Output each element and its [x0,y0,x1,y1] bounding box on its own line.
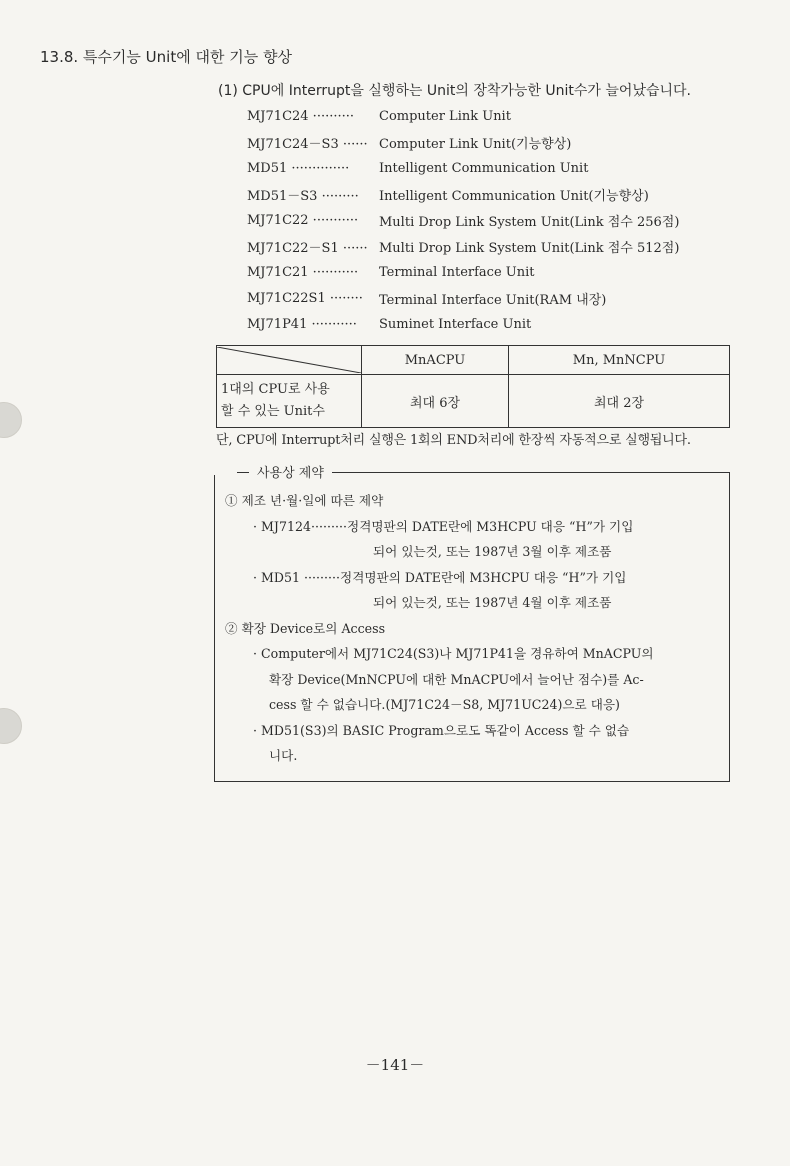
unit-model: MJ71C24－S3 ······ [247,137,368,153]
unit-description: Intelligent Communication Unit [379,161,589,177]
unit-description: Intelligent Communication Unit(기능향상) [379,189,649,205]
unit-model: MJ71C22－S1 ······ [247,240,368,256]
restriction-line: 되어 있는것, 또는 1987년 4월 이후 제조품 [373,595,612,611]
unit-description: Terminal Interface Unit(RAM 내장) [379,292,607,308]
restriction-line: 되어 있는것, 또는 1987년 3월 이후 제조품 [373,544,612,560]
unit-model: MD51－S3 ········· [247,189,359,205]
unit-list-item [247,182,679,208]
unit-description: Terminal Interface Unit [379,264,535,280]
unit-model: MJ71P41 ··········· [247,316,357,332]
unit-model: MD51 ·············· [247,161,350,177]
item-1-heading: (1) CPU에 Interrupt을 실행하는 Unit의 장착가능한 Unit수가 늘어났습니다. [218,83,691,99]
page-number: －141－ [365,1056,425,1074]
section-title: 13.8. 특수기능 Unit에 대한 기능 향상 [40,48,292,66]
unit-list-item [247,311,679,337]
unit-list-item [247,156,679,182]
restriction-line: · MJ7124·········정격명판의 DATE란에 M3HCPU 대응 “H”가 기입 [253,518,634,534]
unit-description: Computer Link Unit [379,109,511,125]
restrictions-title: 사용상 제약 [249,462,332,481]
unit-list [247,104,679,337]
unit-description: Suminet Interface Unit [379,316,532,332]
unit-model: MJ71C24 ·········· [247,109,355,125]
table-corner-cell [217,346,362,375]
unit-list-item [247,259,679,285]
interrupt-note: 단, CPU에 Interrupt처리 실행은 1회의 END처리에 한장씩 자동적으로 실행됩니다. [216,433,691,448]
table-header-mnncpu: Mn, MnNCPU [509,346,730,375]
restriction-line: · MD51 ·········정격명판의 DATE란에 M3HCPU 대응 “H”가 기입 [253,569,627,585]
restrictions-box [214,466,730,782]
restriction-line: cess 할 수 없습니다.(MJ71C24－S8, MJ71UC24)으로 대응) [269,697,620,713]
punch-hole [0,402,22,438]
restriction-line: 확장 Device(MnNCPU에 대한 MnACPU에서 늘어난 점수)를 Ac- [269,671,644,687]
restriction-line: 니다. [269,748,298,764]
unit-description: Multi Drop Link System Unit(Link 점수 512점) [379,240,680,256]
row-label-line-1: 1대의 CPU로 사용 [221,382,330,397]
unit-model: MJ71C22 ··········· [247,213,359,228]
table-row-label [217,375,362,428]
restriction-line: · Computer에서 MJ71C24(S3)나 MJ71P41을 경유하여 MnACPU의 [253,646,654,662]
unit-description: Computer Link Unit(기능향상) [379,137,572,153]
unit-model: MJ71C22S1 ········ [247,290,363,306]
restrictions-content [225,487,725,768]
unit-list-item [247,208,679,234]
unit-description: Multi Drop Link System Unit(Link 점수 256점) [379,215,680,230]
restriction-line: · MD51(S3)의 BASIC Program으로도 똑같이 Access 할 수 없습 [253,722,630,738]
restriction-line: ② 확장 Device로의 Access [225,620,386,636]
row-label-line-2: 할 수 있는 Unit수 [221,404,325,419]
table-value-mnncpu: 최대 2장 [509,375,730,428]
unit-list-item [247,285,679,311]
unit-model: MJ71C21 ··········· [247,264,359,280]
unit-count-table [216,345,730,428]
restriction-line: ① 제조 년·월·일에 따른 제약 [225,493,384,509]
diagonal-line [217,347,361,373]
unit-list-item [247,233,679,259]
punch-hole [0,708,22,744]
unit-list-item [247,104,679,130]
table-value-mnacpu: 최대 6장 [362,375,509,428]
unit-list-item [247,130,679,156]
table-header-mnacpu: MnACPU [362,346,509,375]
